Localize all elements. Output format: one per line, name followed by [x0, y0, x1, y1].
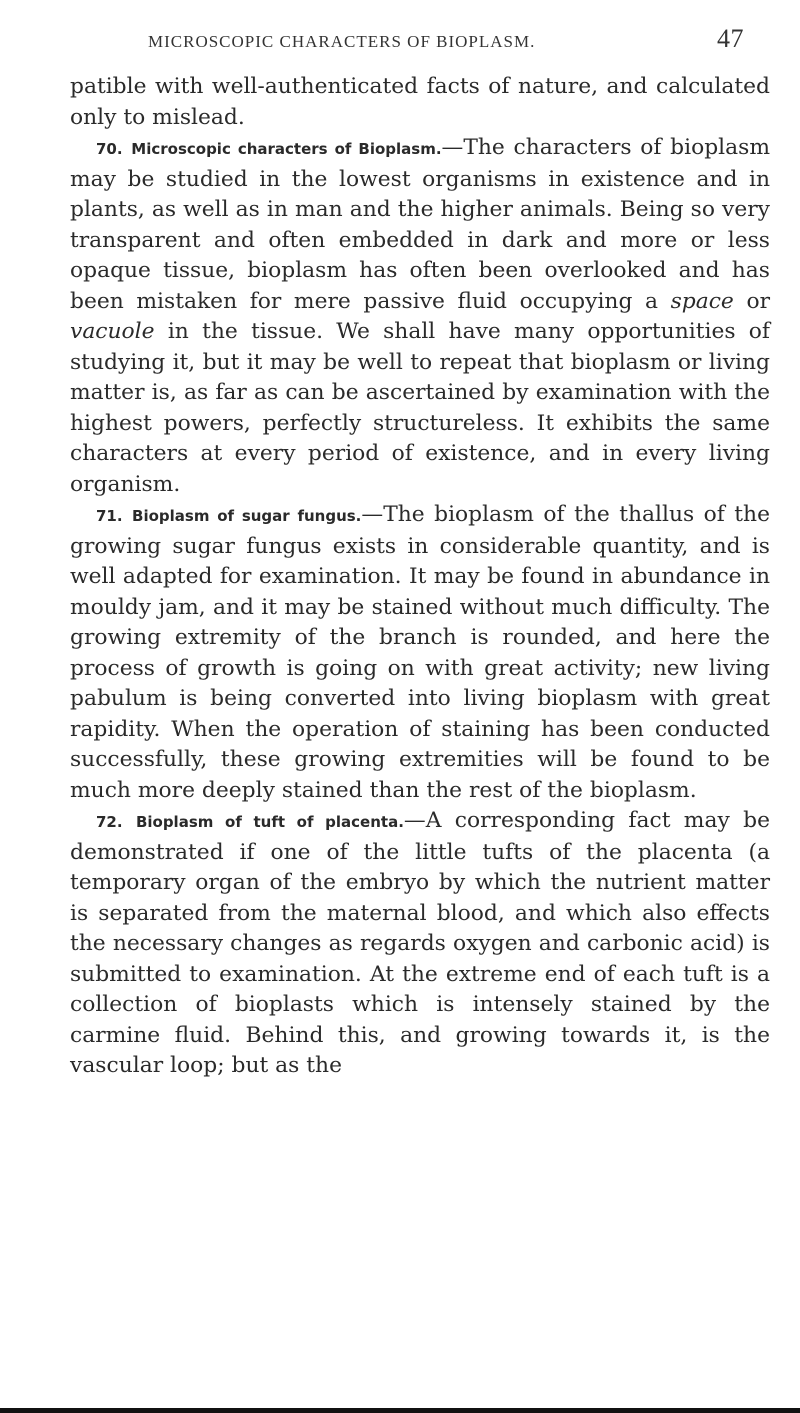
book-page [70, 20, 770, 1082]
bottom-edge-rule [0, 1408, 800, 1413]
section-70-text-b: or [733, 288, 770, 314]
section-71-text: —The bioplasm of the thallus of the growing sugar fungus exists in considerable quantity, and is well adapted for examination. It may be found in abundance in mouldy jam, and it may be stained without much difficulty. The growing extremity of the branch is rounded, and here the process of growth is going on with great activity; new living pabulum is being converted into living bioplasm with great rapidity. When the operation of staining has been conducted successfully, these growing extremities will be found to be much more deeply stained than the rest of the bioplasm. [70, 502, 770, 803]
continuation-paragraph: patible with well-authenticated facts of nature, and calculated only to mislead. [70, 74, 770, 130]
section-71-number: 71. [96, 507, 123, 525]
section-72-text: —A corresponding fact may be demonstrated if one of the little tufts of the placenta (a temporary organ of the embryo by which the nutrient matter is separated from the maternal blood, and which also effects the necessary changes as regards oxygen and carbonic acid) is submitted to examination. At the extreme end of each tuft is a collection of bioplasts which is intensely stained by the carmine fluid. Behind this, and growing towards it, is the vascular loop; but as the [70, 808, 770, 1078]
section-70-paragraph [70, 133, 770, 500]
section-70-text-a: —The characters of bioplasm may be studied in the lowest organisms in existence and in plants, as well as in man and the higher animals. Being so very transparent and often embedded in dark and more or less opaque tissue, bioplasm has often been overlooked and has been mistaken for mere passive fluid occupying a [70, 135, 771, 314]
body-text [70, 72, 770, 1082]
section-70-number: 70. [96, 140, 123, 158]
section-70-text-c: in the tissue. We shall have many opportunities of studying it, but it may be well to repeat that bioplasm or living matter is, as far as can be ascertained by examination with the highest powers, perfectly structureless. It exhibits the same characters at every period of existence, and in every living organism. [70, 319, 770, 497]
section-71-heading: Bioplasm of sugar fungus. [132, 507, 362, 525]
section-70-heading: Microscopic characters of Bioplasm. [131, 140, 442, 158]
section-72-paragraph [70, 806, 770, 1082]
running-head-title: MICROSCOPIC CHARACTERS OF BIOPLASM. [148, 32, 536, 51]
page-number: 47 [717, 24, 744, 53]
section-72-heading: Bioplasm of tuft of placenta. [135, 813, 404, 831]
section-71-paragraph [70, 500, 770, 806]
section-72-number: 72. [96, 813, 123, 831]
running-head [70, 20, 770, 60]
section-70-italic-space: space [670, 288, 734, 314]
section-70-italic-vacuole: vacuole [70, 319, 155, 344]
